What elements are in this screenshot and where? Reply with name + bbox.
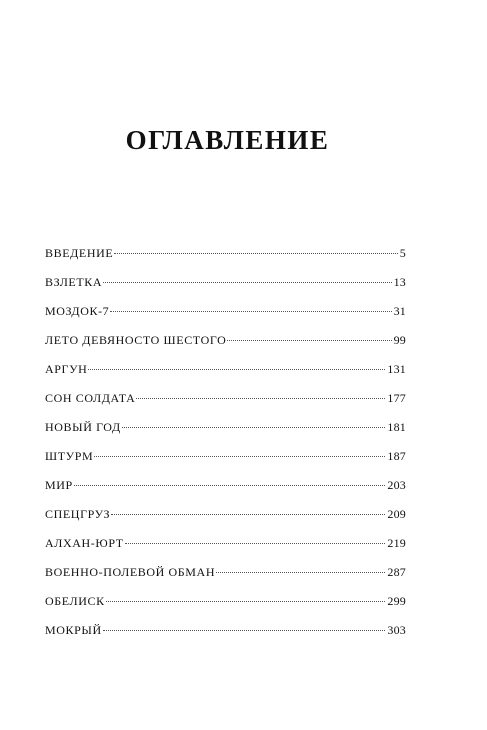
toc-entry-page-number: 13 (393, 275, 406, 289)
toc-entry-title: МОКРЫЙ (45, 623, 102, 637)
toc-entry-page-number: 31 (393, 304, 406, 318)
toc-entry (45, 330, 406, 359)
toc-leader-dots (74, 485, 386, 486)
toc-entry (45, 620, 406, 649)
toc-entry-page-number: 287 (387, 565, 406, 579)
toc-entry-page-number: 299 (387, 594, 406, 608)
toc-entry (45, 533, 406, 562)
toc-entry-title: ЛЕТО ДЕВЯНОСТО ШЕСТОГО (45, 333, 227, 347)
toc-entry-title: ОБЕЛИСК (45, 594, 105, 608)
toc-entry-page-number: 177 (387, 391, 406, 405)
table-of-contents (45, 243, 406, 649)
toc-entry-page-number: 219 (387, 536, 406, 550)
toc-entry-page-number: 209 (387, 507, 406, 521)
toc-entry-title: МИР (45, 478, 73, 492)
toc-leader-dots (136, 398, 385, 399)
toc-entry-title: СОН СОЛДАТА (45, 391, 136, 405)
toc-entry (45, 591, 406, 620)
toc-leader-dots (106, 601, 386, 602)
toc-entry (45, 504, 406, 533)
toc-leader-dots (94, 456, 385, 457)
toc-entry-title: МОЗДОК-7 (45, 304, 110, 318)
toc-leader-dots (125, 543, 386, 544)
toc-entry-title: ВЗЛЕТКА (45, 275, 103, 289)
toc-entry-title: ВОЕННО-ПОЛЕВОЙ ОБМАН (45, 565, 216, 579)
toc-leader-dots (88, 369, 385, 370)
toc-entry-page-number: 203 (387, 478, 406, 492)
toc-entry-title: ШТУРМ (45, 449, 94, 463)
toc-entry (45, 446, 406, 475)
toc-entry (45, 388, 406, 417)
toc-entry-page-number: 303 (387, 623, 406, 637)
toc-leader-dots (103, 630, 386, 631)
toc-leader-dots (111, 514, 385, 515)
toc-entry-page-number: 131 (387, 362, 406, 376)
toc-entry-page-number: 5 (399, 246, 406, 260)
toc-entry-page-number: 181 (387, 420, 406, 434)
toc-leader-dots (114, 253, 397, 254)
toc-leader-dots (110, 311, 391, 312)
toc-entry-title: ВВЕДЕНИЕ (45, 246, 114, 260)
toc-entry (45, 359, 406, 388)
toc-entry (45, 562, 406, 591)
toc-entry (45, 301, 406, 330)
toc-entry-page-number: 99 (393, 333, 406, 347)
toc-entry-page-number: 187 (387, 449, 406, 463)
page-title: ОГЛАВЛЕНИЕ (125, 125, 330, 155)
toc-entry-title: АЛХАН-ЮРТ (45, 536, 124, 550)
toc-entry-title: НОВЫЙ ГОД (45, 420, 121, 434)
toc-entry-title: СПЕЦГРУЗ (45, 507, 111, 521)
toc-entry (45, 417, 406, 446)
toc-leader-dots (227, 340, 391, 341)
toc-leader-dots (122, 427, 386, 428)
toc-entry-title: АРГУН (45, 362, 88, 376)
toc-entry (45, 243, 406, 272)
toc-entry (45, 475, 406, 504)
toc-leader-dots (216, 572, 385, 573)
toc-leader-dots (103, 282, 391, 283)
toc-entry (45, 272, 406, 301)
